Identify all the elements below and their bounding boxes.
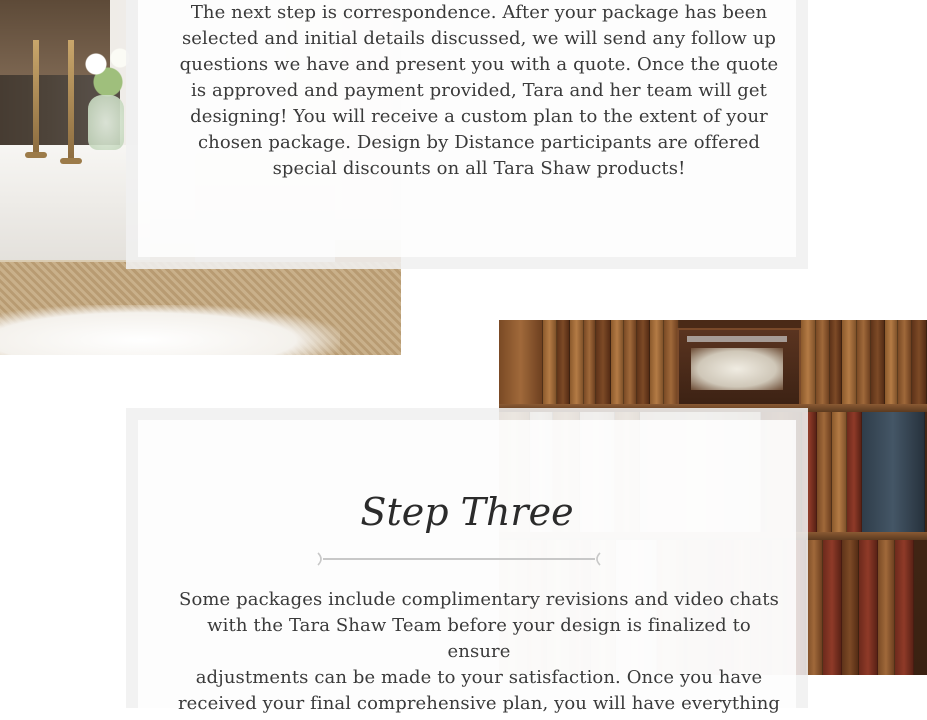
body-line: questions we have and present you with a quote. Once the quote	[179, 54, 779, 75]
book	[862, 412, 925, 532]
decorative-box	[677, 328, 801, 410]
book	[817, 412, 832, 532]
decorative-box-panel	[691, 348, 783, 390]
candlestick-base	[25, 152, 47, 158]
book	[898, 320, 913, 404]
step-three-body	[174, 587, 784, 717]
book	[806, 540, 823, 675]
book	[570, 320, 584, 404]
book	[650, 320, 665, 404]
book	[878, 540, 895, 675]
body-line: The next step is correspondence. After your package has been	[190, 2, 768, 23]
step-two-body	[172, 0, 786, 182]
step-two-card-inner	[138, 0, 796, 257]
book	[543, 320, 558, 404]
body-line: selected and initial details discussed, we will send any follow up	[181, 28, 777, 49]
book	[584, 320, 597, 404]
book	[842, 540, 859, 675]
book	[596, 320, 611, 404]
body-line: received your final comprehensive plan, you will have everything	[177, 693, 781, 714]
book	[823, 540, 842, 675]
decorative-box-trim	[687, 336, 787, 342]
book	[499, 320, 543, 404]
body-line: chosen package. Design by Distance participants are offered	[197, 132, 760, 153]
body-line: is approved and payment provided, Tara and her team will get	[190, 80, 768, 101]
body-line: with the Tara Shaw Team before your design is finalized to ensure	[207, 615, 751, 662]
step-two-card	[126, 0, 808, 269]
book	[611, 320, 624, 404]
book	[859, 540, 878, 675]
body-line: special discounts on all Tara Shaw products!	[272, 158, 686, 179]
step-three-card	[126, 408, 808, 714]
book	[801, 320, 816, 404]
candlestick-icon	[33, 40, 39, 155]
book	[871, 320, 885, 404]
book	[842, 320, 857, 404]
book	[557, 320, 570, 404]
book	[912, 320, 927, 404]
book	[830, 320, 843, 404]
book	[832, 412, 847, 532]
ornamental-divider-icon	[314, 552, 604, 566]
candlestick-icon	[68, 40, 74, 162]
step-three-title: Step Three	[360, 490, 574, 534]
book	[637, 320, 650, 404]
book	[624, 320, 638, 404]
book	[895, 540, 914, 675]
book	[816, 320, 830, 404]
step-three-card-inner	[138, 420, 796, 720]
photo-fur-rug	[0, 305, 340, 355]
body-line: designing! You will receive a custom plan to the extent of your	[190, 106, 768, 127]
vase-icon	[88, 95, 124, 150]
candlestick-base	[60, 158, 82, 164]
book	[885, 320, 898, 404]
body-line: adjustments can be made to your satisfaction. Once you have	[195, 667, 763, 688]
book	[847, 412, 862, 532]
book	[857, 320, 872, 404]
body-line: Some packages include complimentary revisions and video chats	[179, 589, 779, 610]
